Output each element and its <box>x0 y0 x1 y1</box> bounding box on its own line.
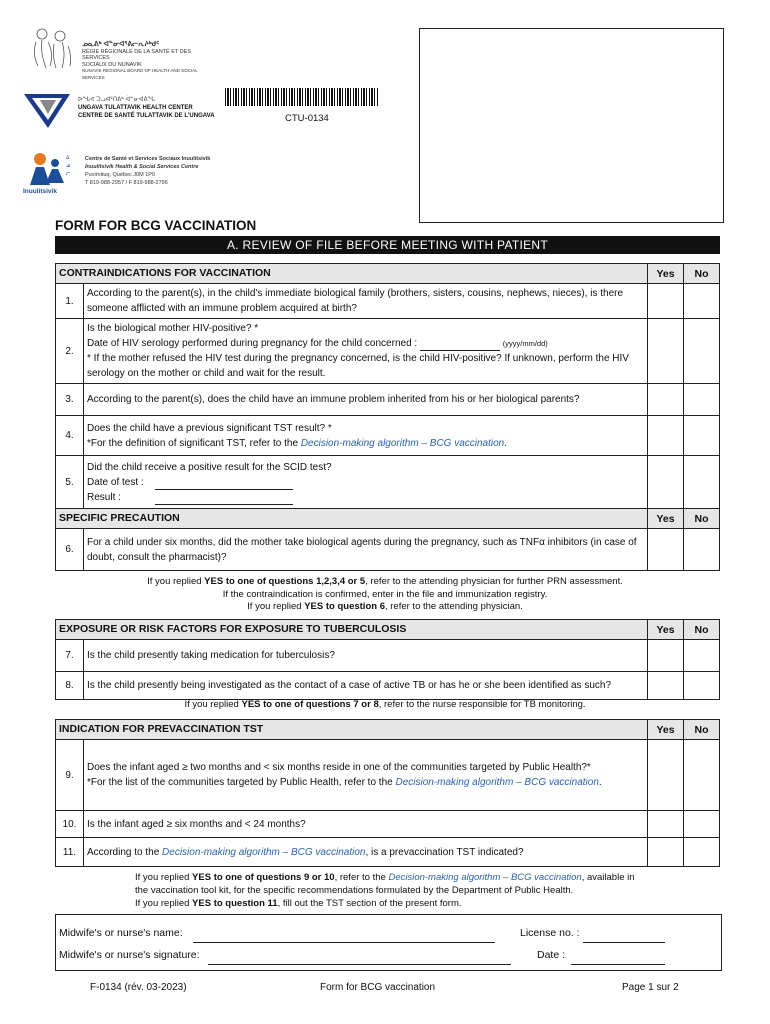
algorithm-link[interactable]: Decision-making algorithm – BCG vaccination <box>388 872 582 883</box>
note-emphasis: YES to one of questions 9 or 10 <box>192 872 335 883</box>
yes-checkbox[interactable] <box>648 640 684 672</box>
form-title: FORM FOR BCG VACCINATION <box>55 218 257 233</box>
inuulitsivik-text <box>85 155 210 187</box>
inuulitsivik-label: Inuulitsivik <box>23 188 57 195</box>
license-label: License no. : <box>520 927 580 939</box>
q2-date-format: (yyyy/mm/dd) <box>502 339 548 348</box>
note-text: , refer to the attending physician for further PRN assessment. <box>365 576 623 587</box>
license-field[interactable] <box>583 928 665 943</box>
signature-label: Midwife's or nurse's signature: <box>59 949 200 961</box>
note-text: If you replied <box>135 872 193 883</box>
yes-checkbox[interactable] <box>648 672 684 700</box>
no-checkbox[interactable] <box>684 838 720 867</box>
nrbhss-line: NUNAVIK REGIONAL BOARD OF HEALTH AND SOCIAL SERVICES <box>82 68 198 80</box>
inuulitsivik-line: Centre de Santé et Services Sociaux Inuulitsivik <box>85 156 211 162</box>
no-checkbox[interactable] <box>684 384 720 416</box>
section-a-header: A. REVIEW OF FILE BEFORE MEETING WITH PATIENT <box>55 236 720 254</box>
algorithm-link[interactable]: Decision-making algorithm – BCG vaccination <box>162 846 366 858</box>
ungava-logo <box>22 90 72 130</box>
form-code: CTU-0134 <box>285 113 329 124</box>
q2-date-label: Date of HIV serology performed during pregnancy for the child concerned : <box>87 338 420 349</box>
indication-table <box>55 719 720 867</box>
no-header: No <box>684 264 720 284</box>
q9-note: *For the list of the communities targeted by Public Health, refer to the <box>87 777 396 788</box>
yes-header: Yes <box>648 620 684 640</box>
question-row-9 <box>56 740 720 811</box>
contraindications-table <box>55 263 720 571</box>
note-text: If you replied <box>135 898 193 909</box>
barcode <box>225 88 378 106</box>
q4-line1: Does the child have a previous significant TST result? * <box>87 422 332 434</box>
exposure-heading: EXPOSURE OR RISK FACTORS FOR EXPOSURE TO TUBERCULOSIS <box>56 620 648 640</box>
name-field[interactable] <box>193 928 495 943</box>
note-text: , refer to the <box>334 872 389 883</box>
yes-checkbox[interactable] <box>648 456 684 509</box>
no-checkbox[interactable] <box>684 284 720 319</box>
yes-checkbox[interactable] <box>648 529 684 571</box>
q5-line2 <box>87 475 643 490</box>
yes-checkbox[interactable] <box>648 416 684 456</box>
note3-line2: the vaccination tool kit, for the specific recommendations formulated by the Department of Public Health. <box>135 885 574 896</box>
indication-heading: INDICATION FOR PREVACCINATION TST <box>56 720 648 740</box>
svg-text:ᓅ: ᓅ <box>66 163 71 169</box>
yes-checkbox[interactable] <box>648 284 684 319</box>
note1-line3 <box>0 601 770 614</box>
q4-note: *For the definition of significant TST, refer to the <box>87 437 301 449</box>
question-text: According to the parent(s), in the child's immediate biological family (brothers, sisters, cousins, nephews, nieces), is there someone afflicted with an immune problem acquired at birth? <box>84 284 648 319</box>
yes-header: Yes <box>648 509 684 529</box>
question-row-5 <box>56 456 720 509</box>
q11-text-end: , is a prevaccination TST indicated? <box>365 846 524 858</box>
note-text: If you replied <box>247 601 305 612</box>
question-number: 1. <box>56 284 84 319</box>
q5-line1: Did the child receive a positive result for the SCID test? <box>87 461 332 473</box>
question-number: 8. <box>56 672 84 700</box>
yes-header: Yes <box>648 264 684 284</box>
q9-line2 <box>87 775 643 790</box>
yes-checkbox[interactable] <box>648 811 684 838</box>
note-text: , refer to the nurse responsible for TB monitoring. <box>378 699 586 710</box>
contraindication-instructions <box>0 576 770 614</box>
question-number: 9. <box>56 740 84 811</box>
nrbhss-logo <box>28 22 78 72</box>
algorithm-link[interactable]: Decision-making algorithm – BCG vaccination <box>395 777 599 788</box>
signature-block <box>55 914 722 971</box>
no-header: No <box>684 620 720 640</box>
question-number: 6. <box>56 529 84 571</box>
question-text <box>84 456 648 509</box>
q5-date-label: Date of test : <box>87 476 144 488</box>
contraindications-heading: CONTRAINDICATIONS FOR VACCINATION <box>56 264 648 284</box>
yes-checkbox[interactable] <box>648 838 684 867</box>
question-number: 5. <box>56 456 84 509</box>
no-checkbox[interactable] <box>684 811 720 838</box>
note-text: , available in <box>581 872 635 883</box>
question-text <box>84 740 648 811</box>
inuulitsivik-line: Inuulitsivik Health & Social Services Centre <box>85 164 199 170</box>
q9-line1: Does the infant aged ≥ two months and < six months reside in one of the communities targeted by Public Health?* <box>87 762 591 773</box>
no-checkbox[interactable] <box>684 319 720 384</box>
note-text: , refer to the attending physician. <box>384 601 523 612</box>
question-text <box>84 319 648 384</box>
question-row-8 <box>56 672 720 700</box>
note-emphasis: YES to one of questions 7 or 8 <box>241 699 379 710</box>
date-label: Date : <box>537 949 566 961</box>
nrbhss-line: RÉGIE RÉGIONALE DE LA SANTÉ ET DES SERVICES <box>82 48 192 61</box>
question-text: For a child under six months, did the mother take biological agents during the pregnancy, such as TNFα inhibitors (in case of doubt, consult the pharmacist)? <box>84 529 648 571</box>
note-text: If you replied <box>184 699 242 710</box>
question-number: 3. <box>56 384 84 416</box>
algorithm-link[interactable]: Decision-making algorithm – BCG vaccination <box>300 437 505 449</box>
q2-line3: * If the mother refused the HIV test during the pregnancy concerned, is the child HIV-positive? If unknown, perform the HIV serology on the mother or child and wait for the result. <box>87 353 629 379</box>
question-text: Is the child presently taking medication for tuberculosis? <box>84 640 648 672</box>
q9-note-end: . <box>598 777 602 788</box>
nrbhss-text <box>82 42 202 81</box>
question-row-10 <box>56 811 720 838</box>
note1-line2: If the contraindication is confirmed, enter in the file and immunization registry. <box>222 588 548 600</box>
note-emphasis: YES to question 11 <box>192 898 278 909</box>
question-text: Is the child presently being investigated as the contact of a case of active TB or has he or she been identified as such? <box>84 672 648 700</box>
exposure-instructions <box>0 699 770 712</box>
no-checkbox[interactable] <box>684 740 720 811</box>
no-checkbox[interactable] <box>684 416 720 456</box>
svg-text:ᐃ: ᐃ <box>66 155 70 161</box>
note-text: , fill out the TST section of the present form. <box>277 898 462 909</box>
q2-line2 <box>87 336 643 351</box>
question-number: 7. <box>56 640 84 672</box>
no-checkbox[interactable] <box>684 456 720 509</box>
question-text: According to the parent(s), does the child have an immune problem inherited from his or her biological parents? <box>84 384 648 416</box>
note-emphasis: YES to one of questions 1,2,3,4 or 5 <box>204 576 366 587</box>
yes-checkbox[interactable] <box>648 740 684 811</box>
footer-form-code: F-0134 (rév. 03-2023) <box>90 982 187 993</box>
footer-form-title: Form for BCG vaccination <box>320 982 436 993</box>
note3-line1 <box>135 871 695 884</box>
inuulitsivik-line: Puvirnituq, Québec J0M 1P0 <box>85 172 156 178</box>
q5-line3 <box>87 490 643 505</box>
no-checkbox[interactable] <box>684 672 720 700</box>
note-emphasis: YES to question 6 <box>304 601 385 612</box>
footer-page-number: Page 1 sur 2 <box>622 982 679 993</box>
q5-result-label: Result : <box>87 491 121 503</box>
no-checkbox[interactable] <box>684 529 720 571</box>
ungava-syllabics: ᐅᖓᕙ ᑐᓗᐊᑦᑎᕕᒃ ᐋᓐᓂᐊᕕᖓ <box>78 97 156 103</box>
question-row-11 <box>56 838 720 867</box>
q2-line1: Is the biological mother HIV-positive? * <box>87 323 259 334</box>
ungava-french: CENTRE DE SANTÉ TULATTAVIK DE L'UNGAVA <box>78 113 215 119</box>
question-text: Is the infant aged ≥ six months and < 24 months? <box>84 811 648 838</box>
q11-text: According to the <box>87 846 163 858</box>
question-number: 11. <box>56 838 84 867</box>
q4-line2 <box>87 436 643 451</box>
ungava-english: UNGAVA TULATTAVIK HEALTH CENTER <box>78 105 193 111</box>
question-row-3 <box>56 384 720 416</box>
question-row-2 <box>56 319 720 384</box>
scid-result-field[interactable] <box>155 504 293 505</box>
note-text: If you replied <box>147 576 205 587</box>
question-row-1 <box>56 284 720 319</box>
no-checkbox[interactable] <box>684 640 720 672</box>
question-row-6 <box>56 529 720 571</box>
inuulitsivik-line: T 819-988-2957 / F 819-988-2796 <box>85 180 168 186</box>
signature-field[interactable] <box>208 950 511 965</box>
question-number: 2. <box>56 319 84 384</box>
svg-text:ᓕ: ᓕ <box>66 171 71 177</box>
ungava-text <box>78 96 215 120</box>
nrbhss-line: SOCIAUX DU NUNAVIK <box>82 61 142 68</box>
question-number: 4. <box>56 416 84 456</box>
yes-header: Yes <box>648 720 684 740</box>
no-header: No <box>684 720 720 740</box>
nrbhss-line: ᓄᓇᕕᒃ ᐊᓐᓂᐊᕐᕕᓕᕆᔨᒃᑯᑦ <box>82 41 160 48</box>
q4-note-end: . <box>504 437 508 449</box>
patient-label-box[interactable] <box>419 28 724 223</box>
question-number: 10. <box>56 811 84 838</box>
exposure-table <box>55 619 720 700</box>
question-text <box>84 838 648 867</box>
note1-line1 <box>0 576 770 589</box>
question-row-4 <box>56 416 720 456</box>
yes-checkbox[interactable] <box>648 384 684 416</box>
question-text <box>84 416 648 456</box>
yes-checkbox[interactable] <box>648 319 684 384</box>
indication-instructions <box>135 871 695 910</box>
name-label: Midwife's or nurse's name: <box>59 927 183 939</box>
question-row-7 <box>56 640 720 672</box>
date-field[interactable] <box>571 950 665 965</box>
precaution-heading: SPECIFIC PRECAUTION <box>56 509 648 529</box>
note3-line3 <box>135 897 695 910</box>
no-header: No <box>684 509 720 529</box>
